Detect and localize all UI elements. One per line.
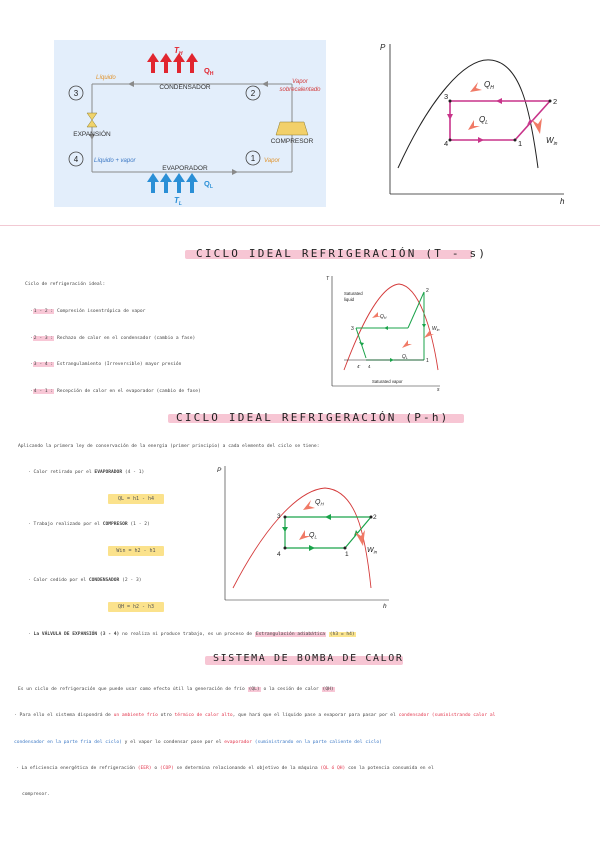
flow-arrow xyxy=(128,81,134,87)
state-1-label: 1 xyxy=(250,154,256,163)
expansion-valve-icon xyxy=(87,113,97,127)
hp-paragraph-2-line-2: condensador en la parte fría del ciclo) y el vapor lo condensar pase por el evaporador (suministrando en la parte caliente del ciclo) xyxy=(14,740,382,745)
ph-diagram-top xyxy=(370,38,570,208)
t-axis-label: T xyxy=(326,276,330,282)
qh-label: $Q_H$ xyxy=(204,66,214,77)
sat-vapor-label: Saturated vapor xyxy=(372,379,403,384)
ph-item-1: · Calor retirado por el EVAPORADOR (4 - 1) xyxy=(28,470,145,475)
ts-item-4: ·4 - 1 : Recepción de calor en el evaporador (cambio de fase) xyxy=(30,389,201,394)
state-4-label: 4 xyxy=(444,139,449,148)
vapor-super-label-1: Vapor xyxy=(292,79,308,85)
tl-label: $T_L$ xyxy=(174,196,182,207)
condenser-label: CONDENSADOR xyxy=(159,84,211,91)
vapor-super-label-2: sobrecalentado xyxy=(279,87,321,93)
hp-paragraph-3-line-2: compresor. xyxy=(22,792,50,797)
divider xyxy=(0,225,600,226)
compressor-label: COMPRESOR xyxy=(270,138,314,145)
liquid-vapor-label: Líquido + vapor xyxy=(94,158,136,164)
liquid-label: Líquido xyxy=(96,75,116,81)
compressor-icon xyxy=(276,122,308,135)
ts-intro: Ciclo de refrigeración ideal: xyxy=(25,282,106,287)
formula-ql: QL = h1 - h4 xyxy=(108,494,164,504)
p-axis-label: P xyxy=(217,467,222,474)
p-axis-label: P xyxy=(380,43,386,52)
heat-in-arrows xyxy=(147,173,198,193)
hp-paragraph-1: Es un ciclo de refrigeración que puede usar como efecto útil la generación de frío (QL) o la cesión de calor (QH) xyxy=(18,687,334,692)
w-label: $W_{in}$ xyxy=(546,136,558,147)
state-3-label: 3 xyxy=(73,89,79,98)
ph-diagram xyxy=(215,460,395,610)
expansion-label: EXPANSIÓN xyxy=(73,131,111,138)
qh-label: $Q_H$ xyxy=(380,314,387,320)
evaporator-label: EVAPORADOR xyxy=(162,165,208,172)
ts-item-2: ·2 - 3 : Rechazo de calor en el condensador (cambio a fase) xyxy=(30,336,196,341)
formula-qh: QH = h2 - h3 xyxy=(108,602,164,612)
ts-item-3: ·3 - 4 : Estrangulamiento (Irreversible) mayor presión xyxy=(30,362,182,367)
state-4-label: 4 xyxy=(277,551,281,558)
h-axis-label: h xyxy=(383,603,387,610)
state-1-label: 1 xyxy=(426,358,429,364)
ph-diagram-svg xyxy=(215,460,395,610)
h-axis-label: h xyxy=(560,197,565,206)
sat-liquid-label-2: liquid xyxy=(344,297,355,302)
flow-arrow xyxy=(262,81,268,87)
state-3-label: 3 xyxy=(277,513,281,520)
w-label: $W_{in}$ xyxy=(367,547,378,555)
cycle-schematic xyxy=(54,40,326,207)
s-axis-label: s xyxy=(437,387,440,392)
th-label: $T_H$ xyxy=(174,46,183,57)
state-3-label: 3 xyxy=(351,326,354,332)
state-2-label: 2 xyxy=(553,97,558,106)
ts-diagram-svg xyxy=(324,270,444,392)
sat-liquid-label-1: Saturated xyxy=(344,291,363,296)
qh-arrow-icon xyxy=(470,82,482,92)
ph-diagram-top-svg xyxy=(370,38,570,208)
state-3-label: 3 xyxy=(444,92,449,101)
formula-win: Win = h2 - h1 xyxy=(108,546,164,556)
qh-label: $Q_H$ xyxy=(484,80,494,91)
ph-intro: Aplicando la primera ley de conservación de la energía (primer principio) a cada elemento del ciclo se tiene: xyxy=(18,444,320,449)
state-1-label: 1 xyxy=(518,139,523,148)
ql-label: $Q_L$ xyxy=(479,115,489,126)
state-4-label: 4 xyxy=(368,364,371,369)
section-ts-title: CICLO IDEAL REFRIGERACIÓN (T - s) xyxy=(196,247,488,260)
state-1-label: 1 xyxy=(345,551,349,558)
ph-valve-note: · La VÁLVULA DE EXPANSIÓN (3 - 4) no realiza ni produce trabajo, es un proceso de Estrangulación adiabática (h3 = h4) xyxy=(28,632,355,637)
ql-label: $Q_L$ xyxy=(309,532,317,540)
vapor-label: Vapor xyxy=(264,158,280,164)
ph-item-3: · Calor cedido por el CONDENSADOR (2 - 3) xyxy=(28,578,142,583)
section-ph-title: CICLO IDEAL REFRIGERACIÓN (P-h) xyxy=(176,411,450,424)
state-4p-label: 4' xyxy=(357,364,361,369)
state-4-label: 4 xyxy=(73,155,79,164)
hp-paragraph-2-line-1: · Para ello el sistema dispondrá de un ambiente frío otro térmico de calor alto, que hará que el líquido pase a evaporar para pasar por el condensador (suministrando calor al xyxy=(14,713,496,718)
section-hp-title: SISTEMA DE BOMBA DE CALOR xyxy=(213,653,404,664)
ph-item-2: · Trabajo realizado por el COMPRESOR (1 - 2) xyxy=(28,522,150,527)
qh-label: $Q_H$ xyxy=(315,499,324,507)
heat-out-arrows xyxy=(147,53,198,73)
state-2-label: 2 xyxy=(250,89,256,98)
ts-diagram xyxy=(324,270,444,392)
ql-label: $Q_L$ xyxy=(402,354,408,360)
w-label: $W_{in}$ xyxy=(432,326,440,332)
state-2-label: 2 xyxy=(373,514,377,521)
ql-label: $Q_L$ xyxy=(204,179,213,190)
cycle-schematic-svg xyxy=(54,40,326,207)
hp-paragraph-3-line-1: · La eficiencia energética de refrigeración (EER) o (COP) se determina relacionando el objetivo de la máquina (QL ó QH) con la potencia consumida en el xyxy=(16,766,434,771)
flow-arrow xyxy=(232,169,238,175)
ts-item-1: ·1 - 2 : Compresión isoentrópica de vapor xyxy=(30,309,146,314)
state-2-label: 2 xyxy=(426,288,429,294)
